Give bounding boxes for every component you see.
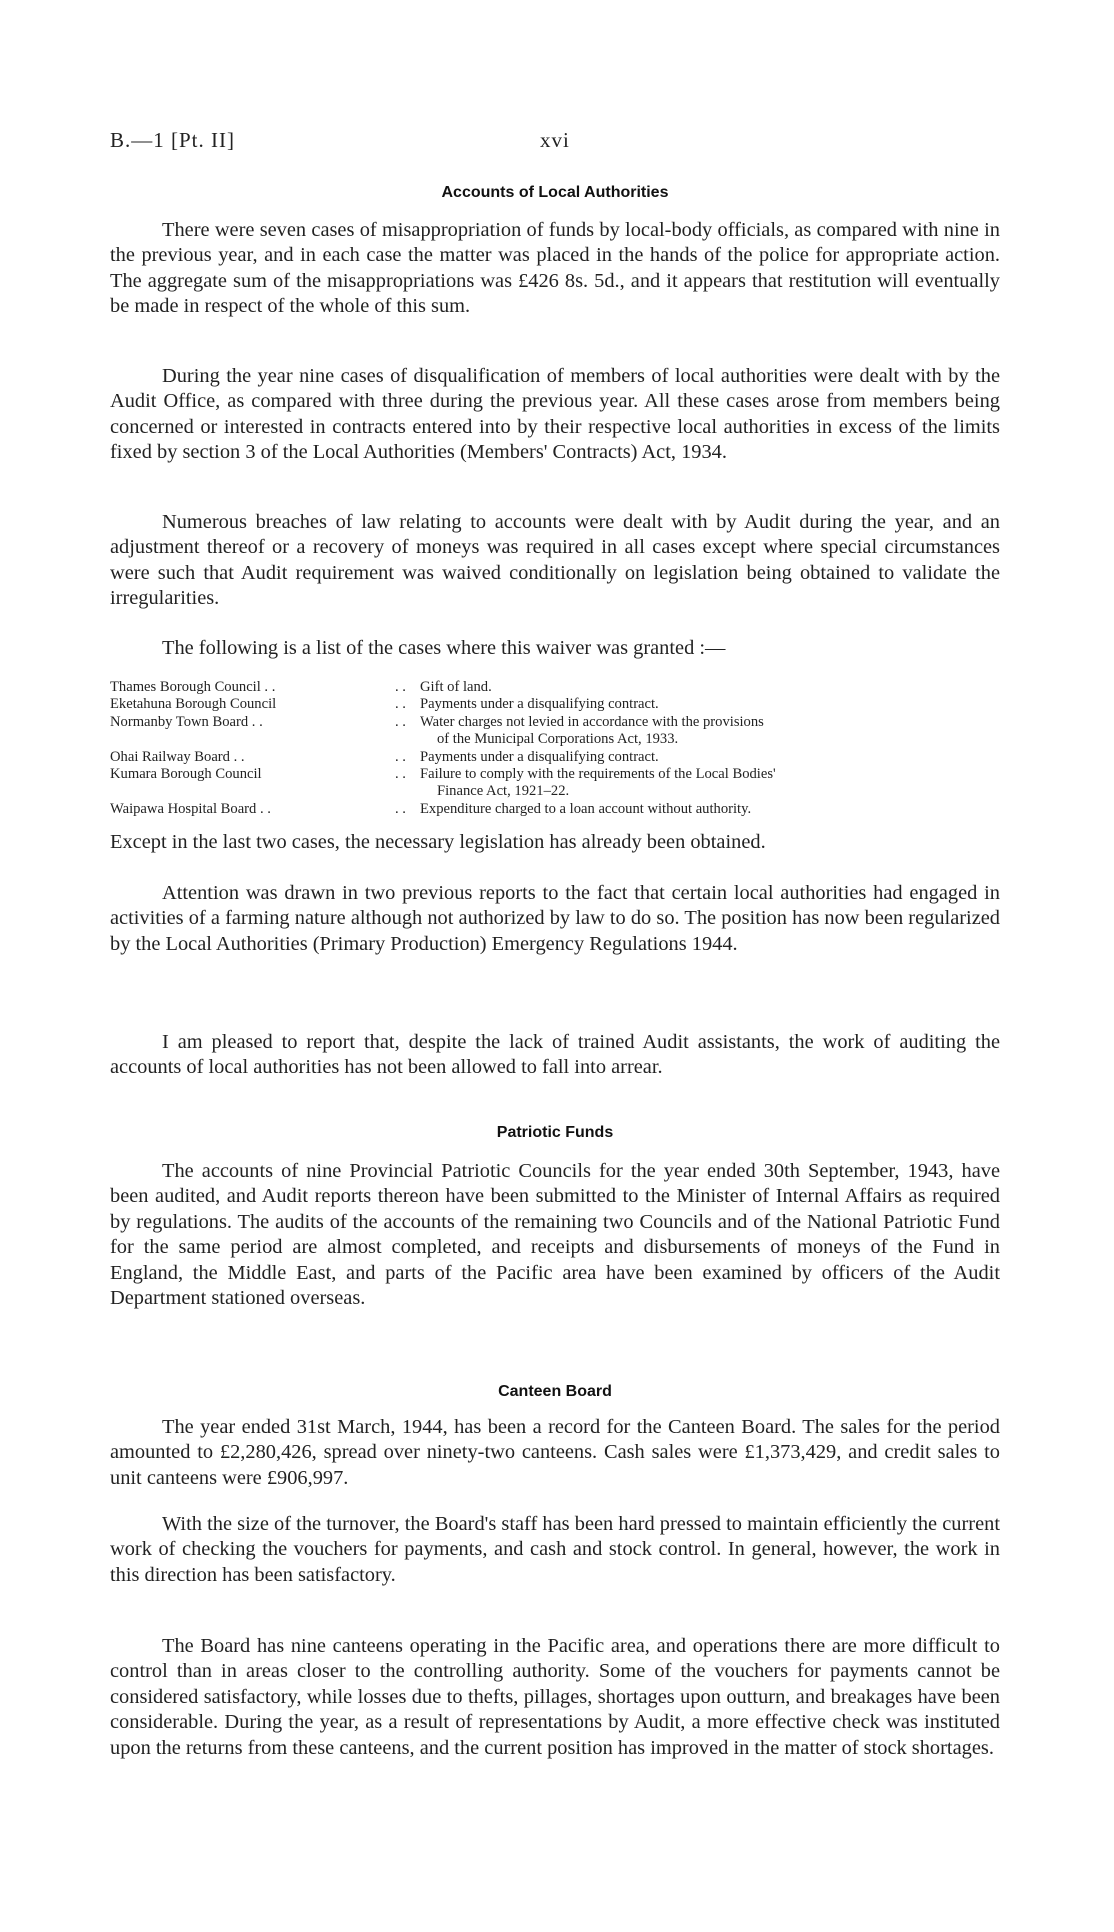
case-authority: Normanby Town Board . . (110, 713, 263, 730)
waiver-case-row (110, 801, 1000, 818)
case-authority: Eketahuna Borough Council (110, 696, 277, 713)
case-description: Failure to comply with the requirements of the Local Bodies' Finance Act, 1921–22. (420, 766, 776, 800)
case-authority: Kumara Borough Council (110, 766, 262, 783)
case-separator: . . (395, 679, 406, 695)
case-authority: Ohai Railway Board . . (110, 748, 245, 765)
waiver-case-row (110, 766, 1000, 801)
paragraph-canteen-staff: With the size of the turnover, the Board's staff has been hard pressed to maintain efficiently the current work of checking the vouchers for payments, and cash and stock control. In general, however, the work in this direction has been satisfactory. (110, 1513, 1000, 1586)
paragraph-misappropriation: There were seven cases of misappropriation of funds by local-body officials, as compared with nine in the previous year, and in each case the matter was placed in the hands of the police for appropriate action. The aggregate sum of the misappropriations was £426 8s. 5d., and it appears that restitution will eventually be made in respect of the whole of this sum. (110, 219, 1000, 318)
waiver-case-row (110, 696, 1000, 713)
paragraph-audit-assistants: I am pleased to report that, despite the lack of trained Audit assistants, the work of auditing the accounts of local authorities has not been allowed to fall into arrear. (110, 1031, 1000, 1079)
paragraph-breaches-of-law: Numerous breaches of law relating to accounts were dealt with by Audit during the year, and an adjustment thereof or a recovery of moneys was required in all cases except where special circumstances were such that Audit requirement was waived conditionally on legislation being obtained to validate the irregularities. (110, 511, 1000, 610)
case-separator: . . (395, 766, 406, 783)
page-number: xvi (540, 128, 570, 152)
case-separator: . . (395, 800, 406, 817)
heading-canteen-board: Canteen Board (498, 1383, 612, 1400)
paragraph-canteen-sales: The year ended 31st March, 1944, has been a record for the Canteen Board. The sales for the period amounted to £2,280,426, spread over ninety-two canteens. Cash sales were £1,373,429, and credit sales to unit canteens were £906,997. (110, 1416, 1000, 1489)
waiver-case-row (110, 714, 1000, 749)
heading-local-authorities: Accounts of Local Authorities (441, 184, 669, 201)
case-description: Gift of land. (420, 679, 492, 695)
case-description: Payments under a disqualifying contract. (420, 748, 659, 765)
heading-patriotic-funds: Patriotic Funds (496, 1124, 614, 1141)
paragraph-waiver-list-intro: The following is a list of the cases where this waiver was granted :— (162, 637, 726, 659)
case-description: Water charges not levied in accordance with the provisions of the Municipal Corporations Act, 1933. (420, 713, 764, 748)
case-separator: . . (395, 748, 406, 765)
case-authority: Waipawa Hospital Board . . (110, 800, 271, 817)
case-description: Expenditure charged to a loan account without authority. (420, 800, 752, 817)
report-reference: B.—1 [Pt. II] (110, 128, 235, 152)
case-separator: . . (395, 713, 406, 730)
case-separator: . . (395, 696, 406, 713)
case-description: Payments under a disqualifying contract. (420, 696, 659, 713)
paragraph-patriotic-councils: The accounts of nine Provincial Patriotic Councils for the year ended 30th September, 1943, have been audited, and Audit reports thereon have been submitted to the Minister of Internal Affairs as required by regulations. The audits of the accounts of the remaining two Councils and of the National Patriotic Fund for the same period are almost completed, and receipts and disbursements of moneys of the Fund in England, the Middle East, and parts of the Pacific area have been examined by officers of the Audit Department stationed overseas. (110, 1160, 1000, 1310)
case-authority: Thames Borough Council . . (110, 679, 276, 695)
waiver-case-row (110, 749, 1000, 766)
paragraph-disqualification: During the year nine cases of disqualification of members of local authorities were dealt with by the Audit Office, as compared with three during the previous year. All these cases arose from members being concerned or interested in contracts entered into by their respective local authorities in excess of the limits fixed by section 3 of the Local Authorities (Members' Contracts) Act, 1934. (110, 365, 1000, 464)
paragraph-legislation-obtained: Except in the last two cases, the necessary legislation has already been obtained. (110, 831, 766, 853)
paragraph-farming-activities: Attention was drawn in two previous reports to the fact that certain local authorities had engaged in activities of a farming nature although not authorized by law to do so. The position has now been regularized by the Local Authorities (Primary Production) Emergency Regulations 1944. (110, 882, 1000, 955)
paragraph-pacific-canteens: The Board has nine canteens operating in the Pacific area, and operations there are more difficult to control than in areas closer to the controlling authority. Some of the vouchers for payments cannot be considered satisfactory, while losses due to thefts, pillages, shortages upon outturn, and breakages have been considerable. During the year, as a result of representations by Audit, a more effective check was instituted upon the returns from these canteens, and the current position has improved in the matter of stock shortages. (110, 1635, 1000, 1759)
waiver-cases-list (110, 679, 1000, 818)
waiver-case-row (110, 679, 1000, 696)
